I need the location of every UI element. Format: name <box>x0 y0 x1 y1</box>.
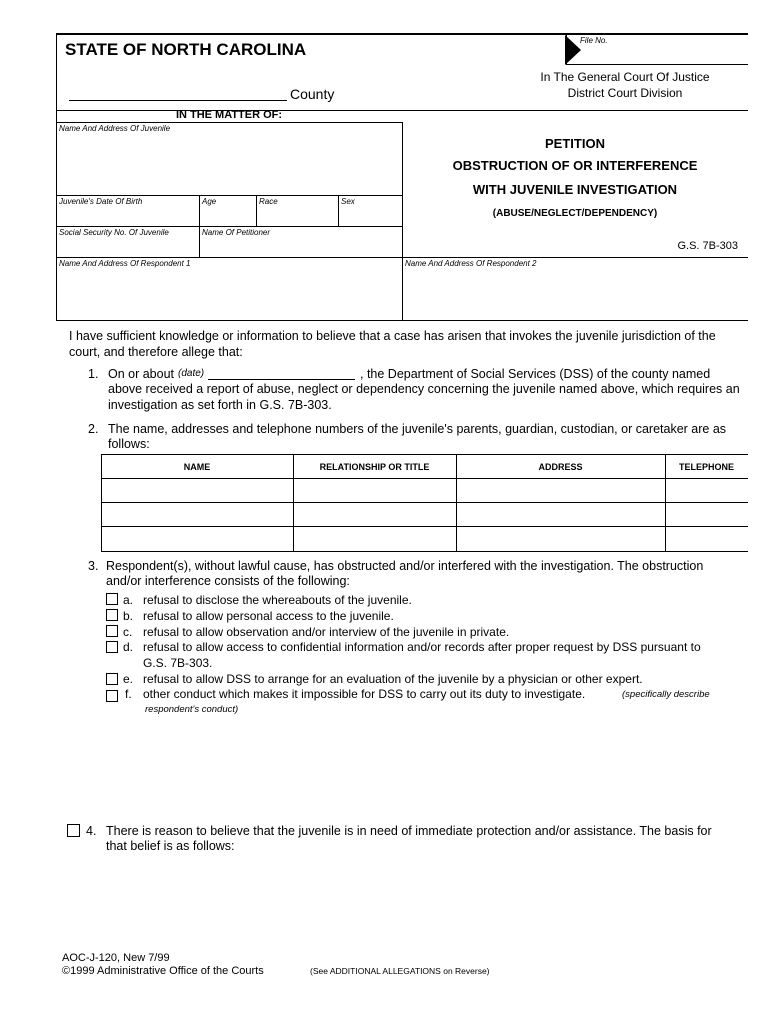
respondent1-label: Name And Address Of Respondent 1 <box>59 259 191 268</box>
matter-middle-divider <box>402 122 403 321</box>
state-title: STATE OF NORTH CAROLINA <box>65 40 307 59</box>
item1-date-label: (date) <box>178 368 205 379</box>
item4-text-a: There is reason to believe that the juvenile is in need of immediate protection and/or assistance. The basis for <box>106 824 712 838</box>
respondent-conduct-description-input[interactable] <box>143 718 743 808</box>
item1-text-d: investigation as set forth in G.S. 7B-303. <box>108 398 332 412</box>
intro-line-1: I have sufficient knowledge or information to believe that a case has arisen that invokes the juvenile jurisdiction of the <box>69 329 716 343</box>
table-cell-relationship-3[interactable] <box>295 528 454 550</box>
option-b-checkbox[interactable] <box>106 609 118 621</box>
item3-number: 3. <box>88 559 99 573</box>
table-bottom-border <box>101 551 748 552</box>
table-cell-address-3[interactable] <box>458 528 663 550</box>
respondent-row-top <box>56 257 748 258</box>
option-a-text: refusal to disclose the whereabouts of the juvenile. <box>143 593 412 607</box>
option-e-text: refusal to allow DSS to arrange for an evaluation of the juvenile by a physician or other expert. <box>143 672 643 686</box>
age-divider <box>199 195 200 227</box>
item1-date-input[interactable] <box>208 364 355 379</box>
item3-text-b: and/or interference consists of the following: <box>106 574 350 588</box>
ssn-row-top <box>56 226 402 227</box>
table-header-bottom <box>101 478 748 479</box>
court-name-line2: District Court Division <box>567 86 683 100</box>
county-label: County <box>290 86 335 102</box>
table-row2-bottom <box>101 526 748 527</box>
table-cell-name-2[interactable] <box>103 504 291 525</box>
item4-number: 4. <box>86 824 97 838</box>
option-f-letter: f. <box>125 687 132 701</box>
petitioner-label: Name Of Petitioner <box>202 228 271 237</box>
matter-header-rule <box>56 122 402 123</box>
item1-text-c: above received a report of abuse, neglect or dependency concerning the juvenile named above, which requires an <box>108 382 740 396</box>
option-f-note-2: respondent's conduct) <box>145 704 239 715</box>
item2-text-b: follows: <box>108 437 150 451</box>
petition-title: PETITION <box>545 136 605 151</box>
form-id: AOC-J-120, New 7/99 <box>62 952 170 964</box>
option-e-letter: e. <box>123 672 134 686</box>
table-cell-relationship-1[interactable] <box>295 480 454 501</box>
see-reverse-note: (See ADDITIONAL ALLEGATIONS on Reverse) <box>310 966 490 976</box>
item1-number: 1. <box>88 367 99 381</box>
matter-left-border <box>56 110 57 321</box>
juvenile-name-label: Name And Address Of Juvenile <box>59 124 171 133</box>
county-underline <box>69 100 287 101</box>
option-f-checkbox[interactable] <box>106 690 118 702</box>
table-cell-name-3[interactable] <box>103 528 291 550</box>
age-label: Age <box>202 197 217 206</box>
option-d-letter: d. <box>123 640 134 654</box>
file-no-label: File No. <box>580 36 608 45</box>
court-name-line1: In The General Court Of Justice <box>540 70 710 84</box>
table-cell-telephone-1[interactable] <box>667 480 747 501</box>
dob-label: Juvenile's Date Of Birth <box>59 197 143 206</box>
item4-checkbox[interactable] <box>67 824 80 837</box>
table-cell-telephone-3[interactable] <box>667 528 747 550</box>
age-input[interactable] <box>202 207 254 225</box>
table-header-name: NAME <box>183 462 211 472</box>
item1-date-underline <box>208 379 355 380</box>
option-a-checkbox[interactable] <box>106 593 118 605</box>
dob-input[interactable] <box>59 207 197 225</box>
option-d-checkbox[interactable] <box>106 641 118 653</box>
option-a-letter: a. <box>123 593 134 607</box>
file-no-bottom-border <box>566 64 748 65</box>
option-f-text: other conduct which makes it impossible for DSS to carry out its duty to investigate. <box>143 687 586 701</box>
matter-title: IN THE MATTER OF: <box>175 109 283 121</box>
table-header-telephone: TELEPHONE <box>678 462 734 472</box>
option-b-text: refusal to allow personal access to the juvenile. <box>143 609 394 623</box>
item4-basis-input[interactable] <box>106 856 742 936</box>
juvenile-name-address-input[interactable] <box>59 134 399 194</box>
item2-number: 2. <box>88 422 99 436</box>
option-c-text: refusal to allow observation and/or interview of the juvenile in private. <box>143 625 510 639</box>
table-row1-bottom <box>101 502 748 503</box>
dob-row-top <box>56 195 402 196</box>
sex-label: Sex <box>341 197 355 206</box>
item4-text-b: that belief is as follows: <box>106 839 235 853</box>
option-d-text: refusal to allow access to confidential information and/or records after proper request by DSS pursuant to <box>143 640 701 654</box>
petition-subtitle-2: WITH JUVENILE INVESTIGATION <box>472 182 678 197</box>
table-header-relationship: RELATIONSHIP OR TITLE <box>319 462 430 472</box>
header-left-border <box>56 33 57 111</box>
race-divider <box>256 195 257 227</box>
race-label: Race <box>259 197 278 206</box>
respondent-row-bottom <box>56 320 748 321</box>
petition-subtitle-1: OBSTRUCTION OF OR INTERFERENCE <box>452 158 698 173</box>
option-d-continuation: G.S. 7B-303. <box>143 656 213 670</box>
statute-reference: G.S. 7B-303 <box>677 240 738 252</box>
county-input[interactable] <box>69 84 287 100</box>
intro-line-2: court, and therefore allege that: <box>69 345 243 359</box>
respondent2-input[interactable] <box>405 269 745 319</box>
race-input[interactable] <box>259 207 336 225</box>
table-cell-address-2[interactable] <box>458 504 663 525</box>
petition-subtitle-3: (ABUSE/NEGLECT/DEPENDENCY) <box>492 208 658 219</box>
item2-text-a: The name, addresses and telephone numbers of the juvenile's parents, guardian, custodian, or caretaker are as <box>108 422 727 436</box>
table-header-address: ADDRESS <box>538 462 583 472</box>
respondent1-input[interactable] <box>59 269 399 319</box>
item1-text-a: On or about <box>108 367 175 381</box>
option-c-checkbox[interactable] <box>106 625 118 637</box>
table-cell-address-1[interactable] <box>458 480 663 501</box>
petitioner-input[interactable] <box>202 238 399 256</box>
file-no-input[interactable] <box>582 46 746 62</box>
ssn-label: Social Security No. Of Juvenile <box>59 228 169 237</box>
option-c-letter: c. <box>123 625 133 639</box>
sex-divider <box>338 195 339 227</box>
option-f-note: (specifically describe <box>622 689 710 700</box>
petitioner-divider <box>199 226 200 257</box>
table-cell-name-1[interactable] <box>103 480 291 501</box>
item3-text-a: Respondent(s), without lawful cause, has obstructed and/or interfered with the investigation. The obstruction <box>106 559 704 573</box>
respondent2-label: Name And Address Of Respondent 2 <box>405 259 537 268</box>
arrow-marker-icon <box>565 35 581 65</box>
option-b-letter: b. <box>123 609 134 623</box>
table-cell-telephone-2[interactable] <box>667 504 747 525</box>
table-top-border <box>101 454 748 455</box>
option-e-checkbox[interactable] <box>106 673 118 685</box>
table-cell-relationship-2[interactable] <box>295 504 454 525</box>
copyright: ©1999 Administrative Office of the Courts <box>62 965 264 977</box>
header-top-border <box>56 33 748 35</box>
ssn-input[interactable] <box>59 238 197 256</box>
item1-text-b: , the Department of Social Services (DSS) of the county named <box>360 367 711 381</box>
sex-input[interactable] <box>341 207 399 225</box>
